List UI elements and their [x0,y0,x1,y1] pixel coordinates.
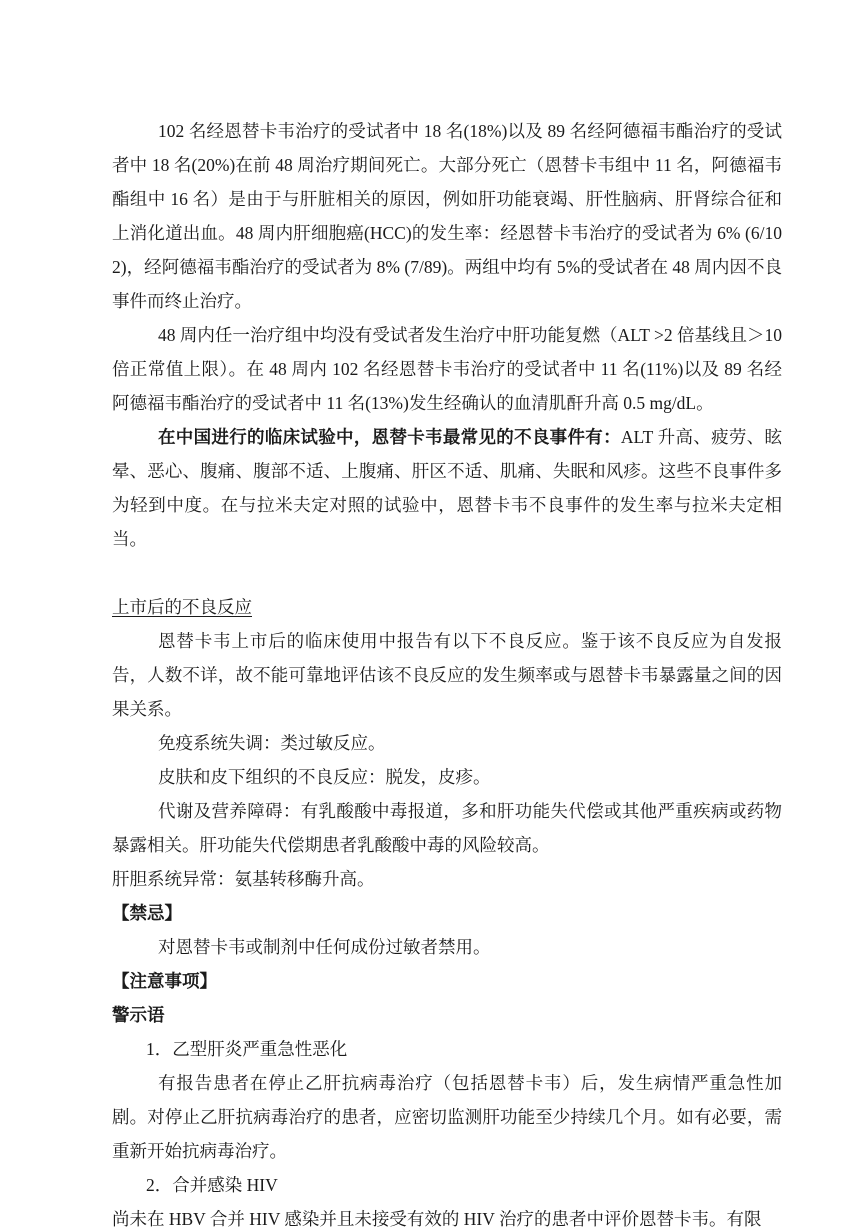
list-item-2-title-hiv-coinfection: 2．合并感染 HIV [146,1175,278,1195]
paragraph-immune-system: 免疫系统失调：类过敏反应。 [158,733,386,753]
paragraph-metabolic-disorders: 代谢及营养障碍：有乳酸酸中毒报道，多和肝功能失代偿或其他严重疾病或药物暴露相关。肝功能失代偿期患者乳酸酸中毒的风险较高。 [112,801,782,855]
paragraph-item-2-body: 尚未在 HBV 合并 HIV 感染并且未接受有效的 HIV 治疗的患者中评价恩替卡韦。有限 [112,1209,762,1227]
paragraph-contraindications-body: 对恩替卡韦或制剂中任何成份过敏者禁用。 [158,937,491,957]
paragraph-item-1-body: 有报告患者在停止乙肝抗病毒治疗（包括恩替卡韦）后，发生病情严重急性加剧。对停止乙肝抗病毒治疗的患者，应密切监测肝功能至少持续几个月。如有必要，需重新开始抗病毒治疗。 [112,1073,782,1161]
paragraph-alt-flare-creatinine: 48 周内任一治疗组中均没有受试者发生治疗中肝功能复燃（ALT >2 倍基线且＞10 倍正常值上限）。在 48 周内 102 名经恩替卡韦治疗的受试者中 11 名(11%)以及 89 名经阿德福韦酯治疗的受试者中 11 名(13%)发生经确认的血清肌酐升高 0.5 mg/dL。 [112,325,782,413]
paragraph-china-trials [112,420,782,556]
heading-postmarketing-adverse-reactions: 上市后的不良反应 [112,597,252,617]
china-trials-adverse-events: ALT 升高、疲劳、眩晕、恶心、腹痛、腹部不适、上腹痛、肝区不适、肌痛、失眠和风疹。这些不良事件多为轻到中度。在与拉米夫定对照的试验中，恩替卡韦不良事件的发生率与拉米夫定相当。 [112,427,782,549]
paragraph-postmarketing-intro: 恩替卡韦上市后的临床使用中报告有以下不良反应。鉴于该不良反应为自发报告，人数不详，故不能可靠地评估该不良反应的发生频率或与恩替卡韦暴露量之间的因果关系。 [112,631,782,719]
list-item-1-title-hepatitis-exacerbation: 1．乙型肝炎严重急性恶化 [146,1039,348,1059]
heading-precautions: 【注意事项】 [112,971,217,991]
paragraph-hepatobiliary: 肝胆系统异常：氨基转移酶升高。 [112,869,375,889]
paragraph-skin-reactions: 皮肤和皮下组织的不良反应：脱发，皮疹。 [158,767,491,787]
heading-contraindications: 【禁忌】 [112,903,182,923]
heading-warning-label: 警示语 [112,1005,165,1025]
paragraph-mortality-48week: 102 名经恩替卡韦治疗的受试者中 18 名(18%)以及 89 名经阿德福韦酯治疗的受试者中 18 名(20%)在前 48 周治疗期间死亡。大部分死亡（恩替卡韦组中 11 名，阿德福韦酯组中 16 名）是由于与肝脏相关的原因，例如肝功能衰竭、肝性脑病、肝肾综合征和上消化道出血。48 周内肝细胞癌(HCC)的发生率：经恩替卡韦治疗的受试者为 6% (6/102)，经阿德福韦酯治疗的受试者为 8% (7/89)。两组中均有 5%的受试者在 48 周内因不良事件而终止治疗。 [112,121,782,311]
china-trials-bold-lead: 在中国进行的临床试验中，恩替卡韦最常见的不良事件有： [158,427,621,447]
